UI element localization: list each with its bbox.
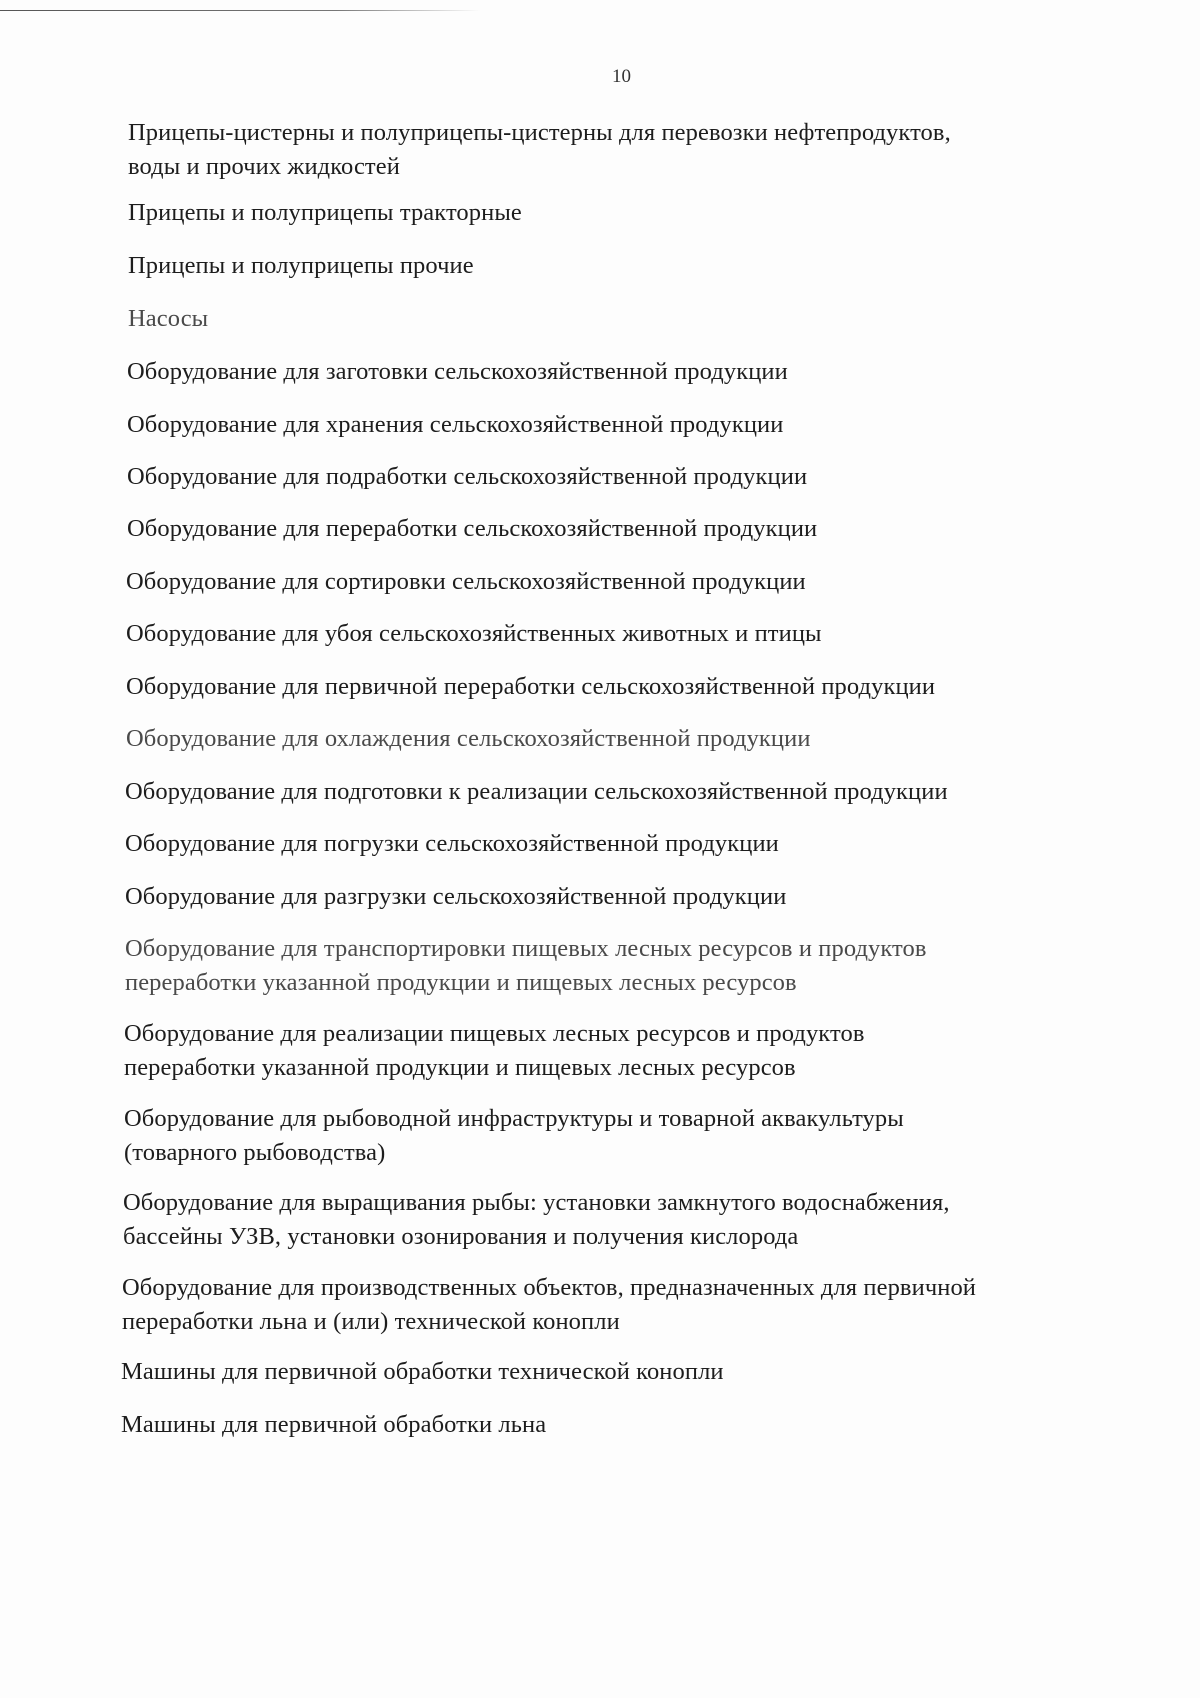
list-item-line: Оборудование для охлаждения сельскохозяйственной продукции [126,725,811,752]
list-item-line: Оборудование для подработки сельскохозяйственной продукции [127,463,808,490]
scan-edge-line [0,10,480,11]
list-item-line: (товарного рыбоводства) [124,1139,386,1166]
list-item [124,1102,904,1170]
list-item [125,880,786,914]
list-item-line: Оборудование для реализации пищевых лесных ресурсов и продуктов [124,1020,865,1047]
list-item-line: Прицепы и полуприцепы прочие [128,252,474,279]
list-item-line: Оборудование для убоя сельскохозяйственных животных и птицы [126,620,822,647]
list-item [122,1271,976,1339]
list-item-line: Оборудование для переработки сельскохозяйственной продукции [127,515,818,542]
list-item [127,408,783,442]
list-item-line: бассейны УЗВ, установки озонирования и получения кислорода [123,1223,799,1250]
list-item [121,1355,724,1389]
list-item-line: Оборудование для транспортировки пищевых лесных ресурсов и продуктов [125,935,927,962]
list-item-line: Оборудование для производственных объектов, предназначенных для первичной [122,1274,977,1301]
list-item-line: Оборудование для рыбоводной инфраструктуры и товарной аквакультуры [124,1105,904,1132]
list-item [123,1186,950,1254]
list-item [127,460,807,494]
list-item [127,355,788,389]
list-item [127,512,817,546]
list-item [125,775,948,809]
list-item [126,722,811,756]
list-item-line: Оборудование для сортировки сельскохозяйственной продукции [126,568,806,595]
list-item [125,827,779,861]
list-item-line: Оборудование для разгрузки сельскохозяйственной продукции [125,883,787,910]
page-number: 10 [612,66,631,87]
list-item [128,302,208,336]
list-item-line: Прицепы-цистерны и полуприцепы-цистерны для перевозки нефтепродуктов, [128,119,951,146]
list-item-line: переработки указанной продукции и пищевых лесных ресурсов [124,1054,796,1081]
list-item [121,1408,546,1442]
list-item [125,932,927,1000]
list-item-line: Прицепы и полуприцепы тракторные [128,199,522,226]
list-item-line: Насосы [128,305,209,332]
list-item-line: воды и прочих жидкостей [128,153,400,180]
list-item-line: переработки указанной продукции и пищевых лесных ресурсов [125,969,797,996]
list-item [126,617,822,651]
list-item-line: Оборудование для выращивания рыбы: установки замкнутого водоснабжения, [123,1189,950,1216]
list-item-line: Машины для первичной обработки льна [121,1411,547,1438]
list-item-line: Машины для первичной обработки технической конопли [121,1358,724,1385]
list-item-line: Оборудование для погрузки сельскохозяйственной продукции [125,830,779,857]
list-item [126,565,806,599]
list-item-line: Оборудование для подготовки к реализации сельскохозяйственной продукции [125,778,948,805]
list-item [128,249,474,283]
list-item-line: Оборудование для первичной переработки сельскохозяйственной продукции [126,673,936,700]
list-item-line: переработки льна и (или) технической конопли [122,1308,620,1335]
list-item-line: Оборудование для заготовки сельскохозяйственной продукции [127,358,788,385]
list-item [126,670,935,704]
list-item [128,196,522,230]
list-item [124,1017,865,1085]
list-item [128,116,951,184]
list-item-line: Оборудование для хранения сельскохозяйственной продукции [127,411,784,438]
